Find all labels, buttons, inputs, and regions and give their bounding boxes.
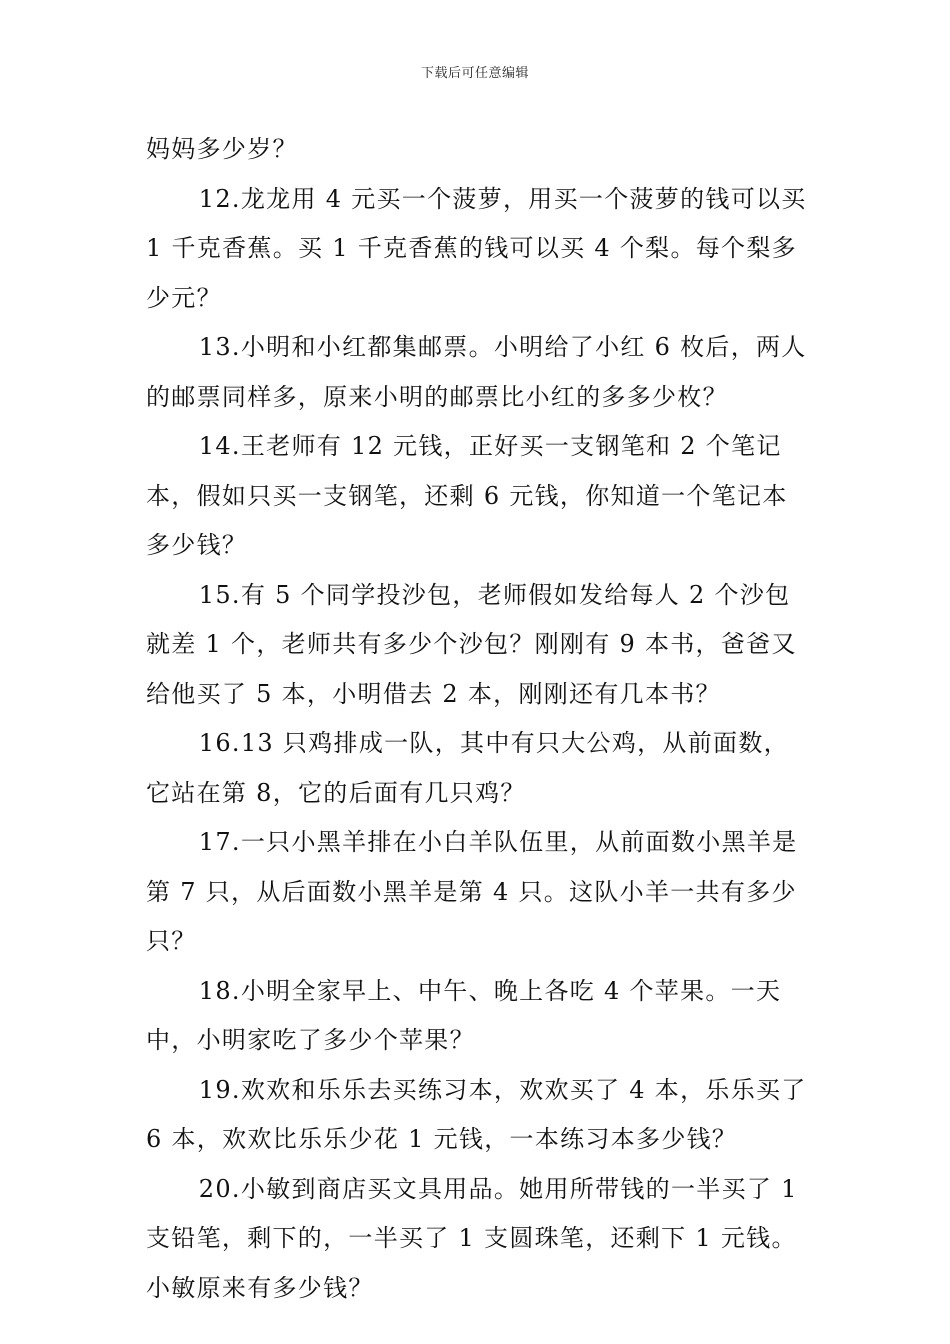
question-13: 13.小明和小红都集邮票。小明给了小红 6 枚后，两人的邮票同样多，原来小明的邮票比小红的多多少枚？ [146,333,807,411]
question-19: 19.欢欢和乐乐去买练习本，欢欢买了 4 本，乐乐买了 6 本，欢欢比乐乐少花 1 元钱，一本练习本多少钱？ [146,1075,807,1153]
question-17: 17.一只小黑羊排在小白羊队伍里，从前面数小黑羊是第 7 只，从后面数小黑羊是第 4 只。这队小羊一共有多少只？ [146,828,798,955]
page-header: 下载后可任意编辑 [420,66,529,81]
document-body [146,125,810,1313]
question-15: 15.有 5 个同学投沙包，老师假如发给每人 2 个沙包就差 1 个，老师共有多少个沙包？刚刚有 9 本书，爸爸又给他买了 5 本，小明借去 2 本，刚刚还有几本书？ [146,580,797,708]
question-18: 18.小明全家早上、中午、晚上各吃 4 个苹果。一天中，小明家吃了多少个苹果？ [146,976,782,1054]
question-12: 12.龙龙用 4 元买一个菠萝，用买一个菠萝的钱可以买 1 千克香蕉。买 1 千克香蕉的钱可以买 4 个梨。每个梨多少元？ [146,184,807,312]
question-16: 16.13 只鸡排成一队，其中有只大公鸡，从前面数，它站在第 8，它的后面有几只鸡？ [146,729,789,807]
paragraph-continued: 妈妈多少岁？ [146,135,298,163]
question-20: 20.小敏到商店买文具用品。她用所带钱的一半买了 1 支铅笔，剩下的，一半买了 1 支圆珠笔，还剩下 1 元钱。小敏原来有多少钱？ [146,1174,798,1302]
question-14: 14.王老师有 12 元钱，正好买一支钢笔和 2 个笔记本，假如只买一支钢笔，还剩 6 元钱，你知道一个笔记本多少钱？ [146,432,788,559]
